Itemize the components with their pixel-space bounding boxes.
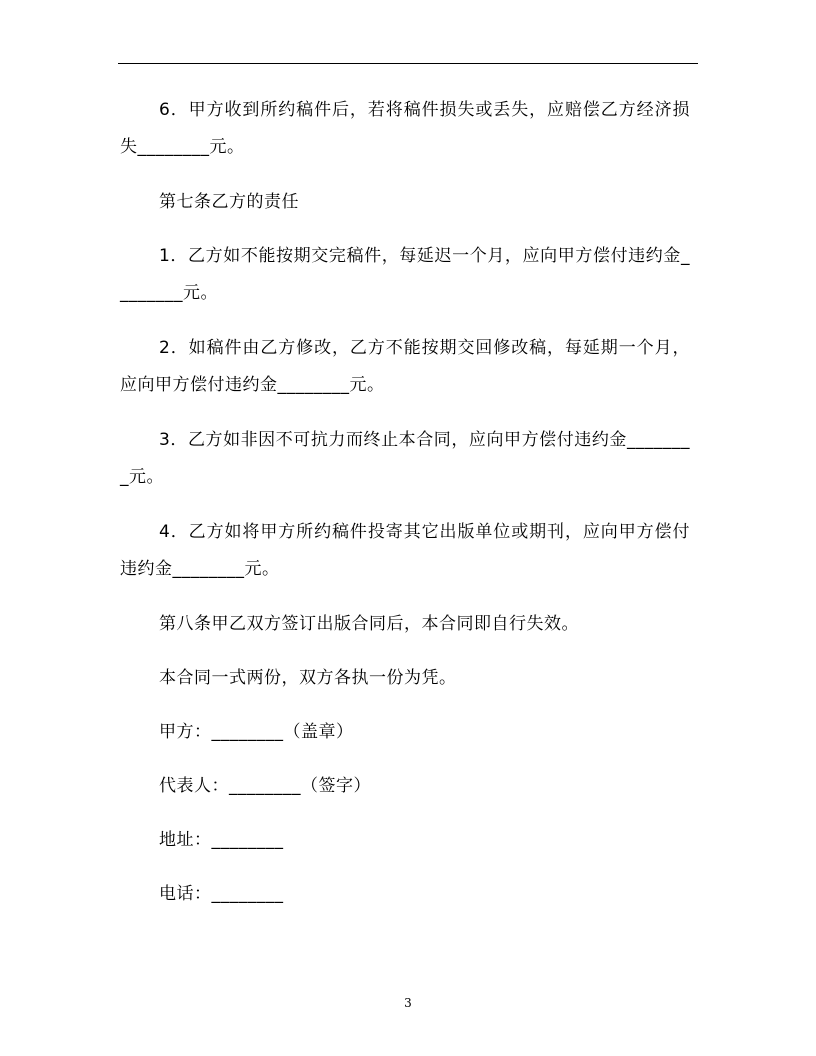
phone-field: 电话：________	[159, 884, 284, 904]
clause-7-3-termination: 3．乙方如非因不可抗力而终止本合同，应向甲方偿付违约金________元。	[120, 430, 690, 487]
page-number: 3	[404, 996, 412, 1010]
party-a-field: 甲方：________（盖章）	[159, 722, 354, 742]
clause-7-4-resubmission: 4．乙方如将甲方所约稿件投寄其它出版单位或期刊，应向甲方偿付违约金________元。	[120, 522, 690, 579]
article-7-heading: 第七条乙方的责任	[159, 192, 299, 212]
header-rule	[118, 63, 698, 64]
address-field: 地址：________	[159, 830, 284, 850]
copies-statement: 本合同一式两份，双方各执一份为凭。	[159, 668, 457, 688]
representative-field: 代表人：________（签字）	[159, 776, 371, 796]
document-body	[120, 92, 690, 930]
clause-6-compensation: 6．甲方收到所约稿件后，若将稿件损失或丢失，应赔偿乙方经济损失________元。	[120, 100, 690, 157]
clause-7-2-late-revision: 2．如稿件由乙方修改，乙方不能按期交回修改稿，每延期一个月，应向甲方偿付违约金________元。	[120, 338, 690, 395]
article-8-text: 第八条甲乙双方签订出版合同后，本合同即自行失效。	[159, 614, 579, 634]
clause-7-1-late-delivery: 1．乙方如不能按期交完稿件，每延迟一个月，应向甲方偿付违约金________元。	[120, 246, 690, 303]
